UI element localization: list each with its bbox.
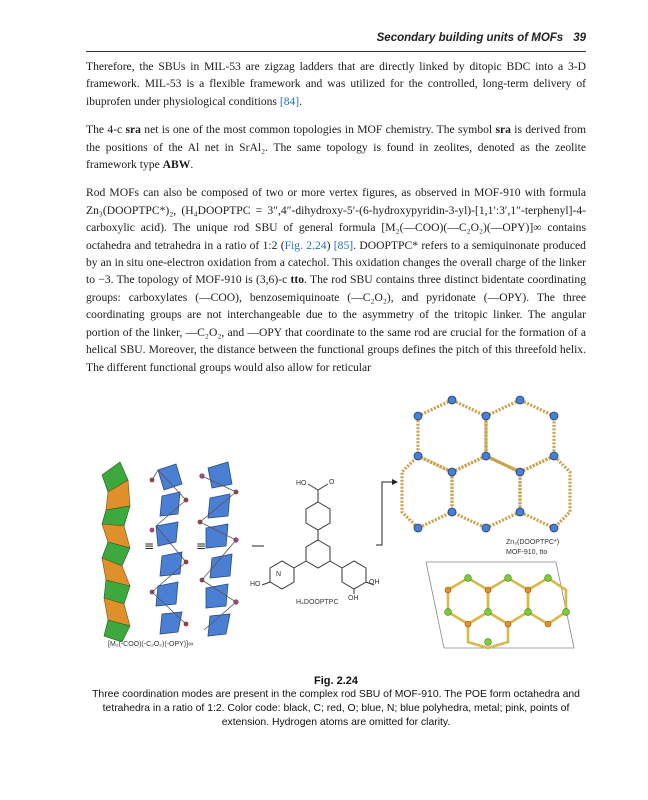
net-symbol: sra [495,123,511,137]
paragraph-1: Therefore, the SBUs in MIL-53 are zigzag ladders that are directly linked by ditopic BDC into a 3-D framework. MIL-53 is a flexible framework and was utilized for the controlled, long-term delivery of ibuprofen under physiological conditions [84]. [86,60,586,108]
bracket-arrow [376,482,392,545]
figure-caption-text: Three coordination modes are present in the complex rod SBU of MOF-910. The POE form octahedra and tetrahedra in a ratio of 1:2. Color code: black, C; red, O; blue, N; blue polyhedra, metal; pink, points of extension. Hydrogen atoms are omitted for clarity. [92,689,580,728]
atom-label: OH [348,595,359,602]
net-symbol: tto [290,273,305,287]
atom-label: O [329,479,335,486]
polyhedra-rod [102,462,130,642]
figure-caption-title: Fig. 2.24 [313,675,359,687]
page-number: 39 [573,32,586,44]
atom-label: HO [250,581,261,588]
atom-label: OH [369,579,380,586]
atom-label: HO [296,480,307,487]
rod-formula-label: [M₂(-COO)(-C₂O₂)(-OPY)]∞ [108,641,194,648]
citation-link[interactable]: [84] [279,94,300,108]
equivalence-symbol: ≡ [196,539,207,553]
paragraph-2: The 4-c sra net is one of the most common topologies in MOF chemistry. The symbol sra is derived from the positions of the Al net in SrAl₂. The same topology is found in zeolites, denoted as the zeolite framework type ABW. [86,123,586,172]
net-symbol: sra [125,123,141,137]
atom-label: N [276,571,282,578]
citation-link[interactable]: [85] [333,238,354,252]
figure-graphic [86,380,586,665]
zeolite-type: ABW [162,158,191,172]
figure-2-24 [86,380,586,665]
body-text [86,58,586,387]
helix-rod-1 [150,464,188,634]
arrow-head [392,479,398,485]
running-title: Secondary building units of MOFs [376,32,564,44]
tto-net [426,562,574,648]
running-head [86,32,586,50]
linker-name-label: H₄DOOPTPC [296,599,339,606]
figure-link[interactable]: Fig. 2.24 [284,238,327,252]
framework-net-label: MOF-910, tto [506,549,548,556]
equivalence-symbol: ≡ [144,539,155,553]
paragraph-3: Rod MOFs can also be composed of two or more vertex figures, as observed in MOF-910 with formula Zn₃(DOOPTPC*)₂, (H₄DOOPTPC = 3″,4″-dihydroxy-5′-(6-hydroxypyridin-3-yl)-[1,1′:3′,1″-terphenyl]-4-carboxylic acid). The unique rod SBU of general formula [M₂(—COO)(—C₂O₂)(—OPY)]∞ contains octahedra and tetrahedra in a ratio of 1:2 (Fig. 2.24) [85]. DOOPTPC* refers to a semiquinonate produced by an in situ one-electron oxidation from a catechol. This oxidation changes the overall charge of the linker to −3. The topology of MOF-910 is (3,6)-c tto. The rod SBU contains three distinct bidentate coordinating groups: carboxylates (—COO), benzosemiquinoate (—C₂O₂), and pyridonate (—OPY). The three coordinating groups are not interchangeable due to the asymmetry of the tritopic linker. The angular portion of the linker, —C₂O₂, and —OPY that coordinate to the same rod are crucial for the formation of a helical SBU. Moreover, the distance between the functional groups defines the pitch of this threefold helix. The different functional groups would also allow for reticular [86,186,586,374]
framework-formula-label: Zn₃(DOOPTPC*) [506,539,560,546]
header-rule [86,51,586,52]
